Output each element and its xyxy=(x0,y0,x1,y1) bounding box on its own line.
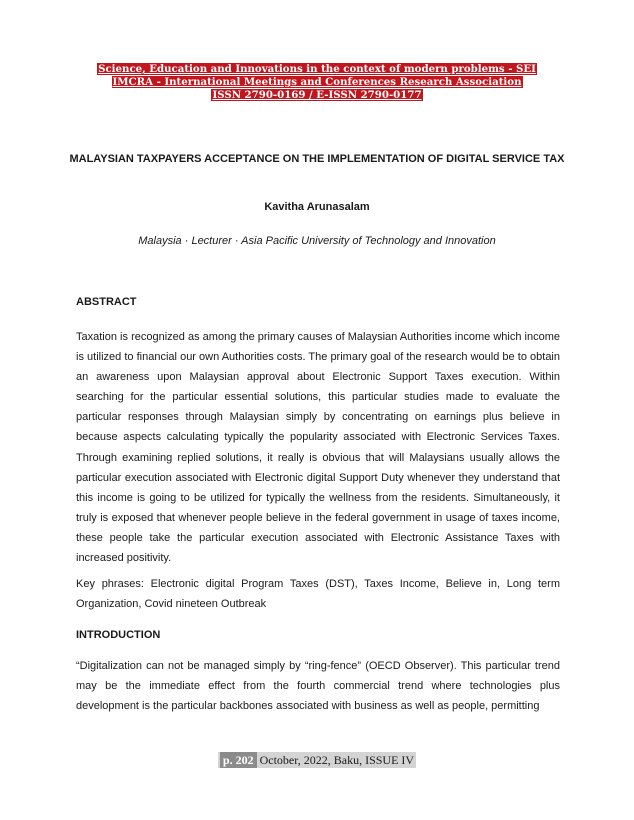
abstract-heading: ABSTRACT xyxy=(76,296,137,308)
issue-info: October, 2022, Baku, ISSUE IV xyxy=(259,753,415,767)
page-number: p. 202 xyxy=(220,752,257,768)
journal-title-line[interactable]: Science, Education and Innovations in the context of modern problems - SEI xyxy=(98,63,536,75)
introduction-body: “Digitalization can not be managed simply by “ring-fence” (OECD Observer). This particular trend may be the immediate effect from the fourth commercial trend where technologies plus development is the particular backbones associated with business as well as people, permitting xyxy=(76,660,560,713)
keywords: Key phrases: Electronic digital Program Taxes (DST), Taxes Income, Believe in, Long term Organization, Covid nineteen Outbreak xyxy=(76,578,560,611)
issn-line[interactable]: ISSN 2790-0169 / E-ISSN 2790-0177 xyxy=(212,89,422,101)
abstract-body: Taxation is recognized as among the primary causes of Malaysian Authorities income which income is utilized to financial our own Authorities costs. The primary goal of the research would be to obtain an awareness upon Malaysian approval about Electronic Support Taxes execution. Within searching for the particular essential solutions, this particular studies made to evaluate the particular responses through Malaysian simply by concentrating on earnings plus believe in because aspects calculating typically the popularity associated with Electronic Services Taxes. Through examining replied solutions, it really is obvious that will Malaysians usually allows the particular execution associated with Electronic digital Support Duty whenever they understand that this income is going to be utilized for typically the wellness from the residents. Simultaneously, it truly is exposed that whenever people believe in the federal government in usage of taxes income, these people take the particular execution associated with Electronic Assistance Taxes with increased positivity. xyxy=(76,331,560,565)
article-title: MALAYSIAN TAXPAYERS ACCEPTANCE ON THE IMPLEMENTATION OF DIGITAL SERVICE TAX xyxy=(69,153,565,165)
author-name: Kavitha Arunasalam xyxy=(264,201,370,213)
author-affiliation: Malaysia · Lecturer · Asia Pacific University of Technology and Innovation xyxy=(138,235,496,247)
introduction-heading: INTRODUCTION xyxy=(76,629,161,641)
journal-header xyxy=(0,63,634,102)
association-line[interactable]: IMCRA - International Meetings and Conferences Research Association xyxy=(112,76,522,88)
page-footer xyxy=(0,753,634,768)
